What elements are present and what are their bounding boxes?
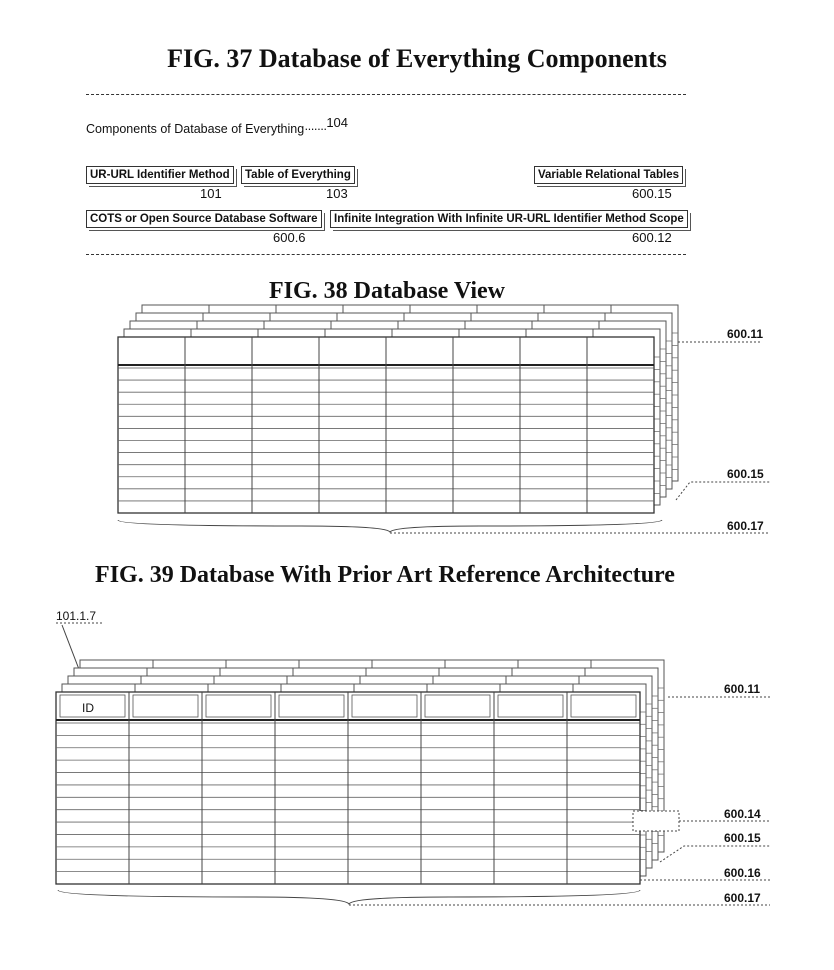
fig38-label-600-17: 600.17 bbox=[727, 519, 764, 533]
fig39-table-stack bbox=[56, 660, 664, 884]
component-ref-101: 101 bbox=[200, 186, 222, 201]
fig37-heading-text: Components of Database of Everything bbox=[86, 122, 305, 136]
fig38-title: FIG. 38 Database View bbox=[269, 278, 505, 304]
fig38-label-600-15: 600.15 bbox=[727, 467, 764, 481]
fig38-label-600-11: 600.11 bbox=[727, 327, 764, 341]
fig39-id-cell: ID bbox=[82, 701, 94, 715]
fig37-title: FIG. 37 Database of Everything Components bbox=[167, 44, 667, 73]
fig39-break-marker bbox=[633, 811, 679, 831]
fig39-label-600-17: 600.17 bbox=[724, 891, 761, 905]
fig39-leader-600-15 bbox=[660, 846, 770, 862]
fig39-front-table bbox=[56, 692, 640, 884]
fig37-heading-leader: ······· bbox=[304, 122, 327, 136]
component-infinite-integration: Infinite Integration With Infinite UR-URL Identifier Method Scope bbox=[330, 210, 688, 228]
component-variable-relational-tables: Variable Relational Tables bbox=[534, 166, 683, 184]
component-ref-600-15: 600.15 bbox=[632, 186, 672, 201]
component-table-of-everything: Table of Everything bbox=[241, 166, 355, 184]
component-ur-url-identifier-method: UR-URL Identifier Method bbox=[86, 166, 234, 184]
fig39-label-600-16: 600.16 bbox=[724, 866, 761, 880]
fig39-label-600-11: 600.11 bbox=[724, 682, 761, 696]
component-cots-database-software: COTS or Open Source Database Software bbox=[86, 210, 322, 228]
fig39-label-600-15: 600.15 bbox=[724, 831, 761, 845]
fig37-heading-ref: 104 bbox=[326, 115, 349, 130]
fig39-label-600-14: 600.14 bbox=[724, 807, 761, 821]
fig39-title: FIG. 39 Database With Prior Art Reference Architecture bbox=[95, 562, 675, 588]
component-ref-600-12: 600.12 bbox=[632, 230, 672, 245]
component-ref-600-6: 600.6 bbox=[273, 230, 306, 245]
component-ref-103: 103 bbox=[326, 186, 348, 201]
fig39-label-101-1-7: 101.1.7 bbox=[56, 609, 97, 623]
fig39-brace bbox=[58, 890, 640, 904]
